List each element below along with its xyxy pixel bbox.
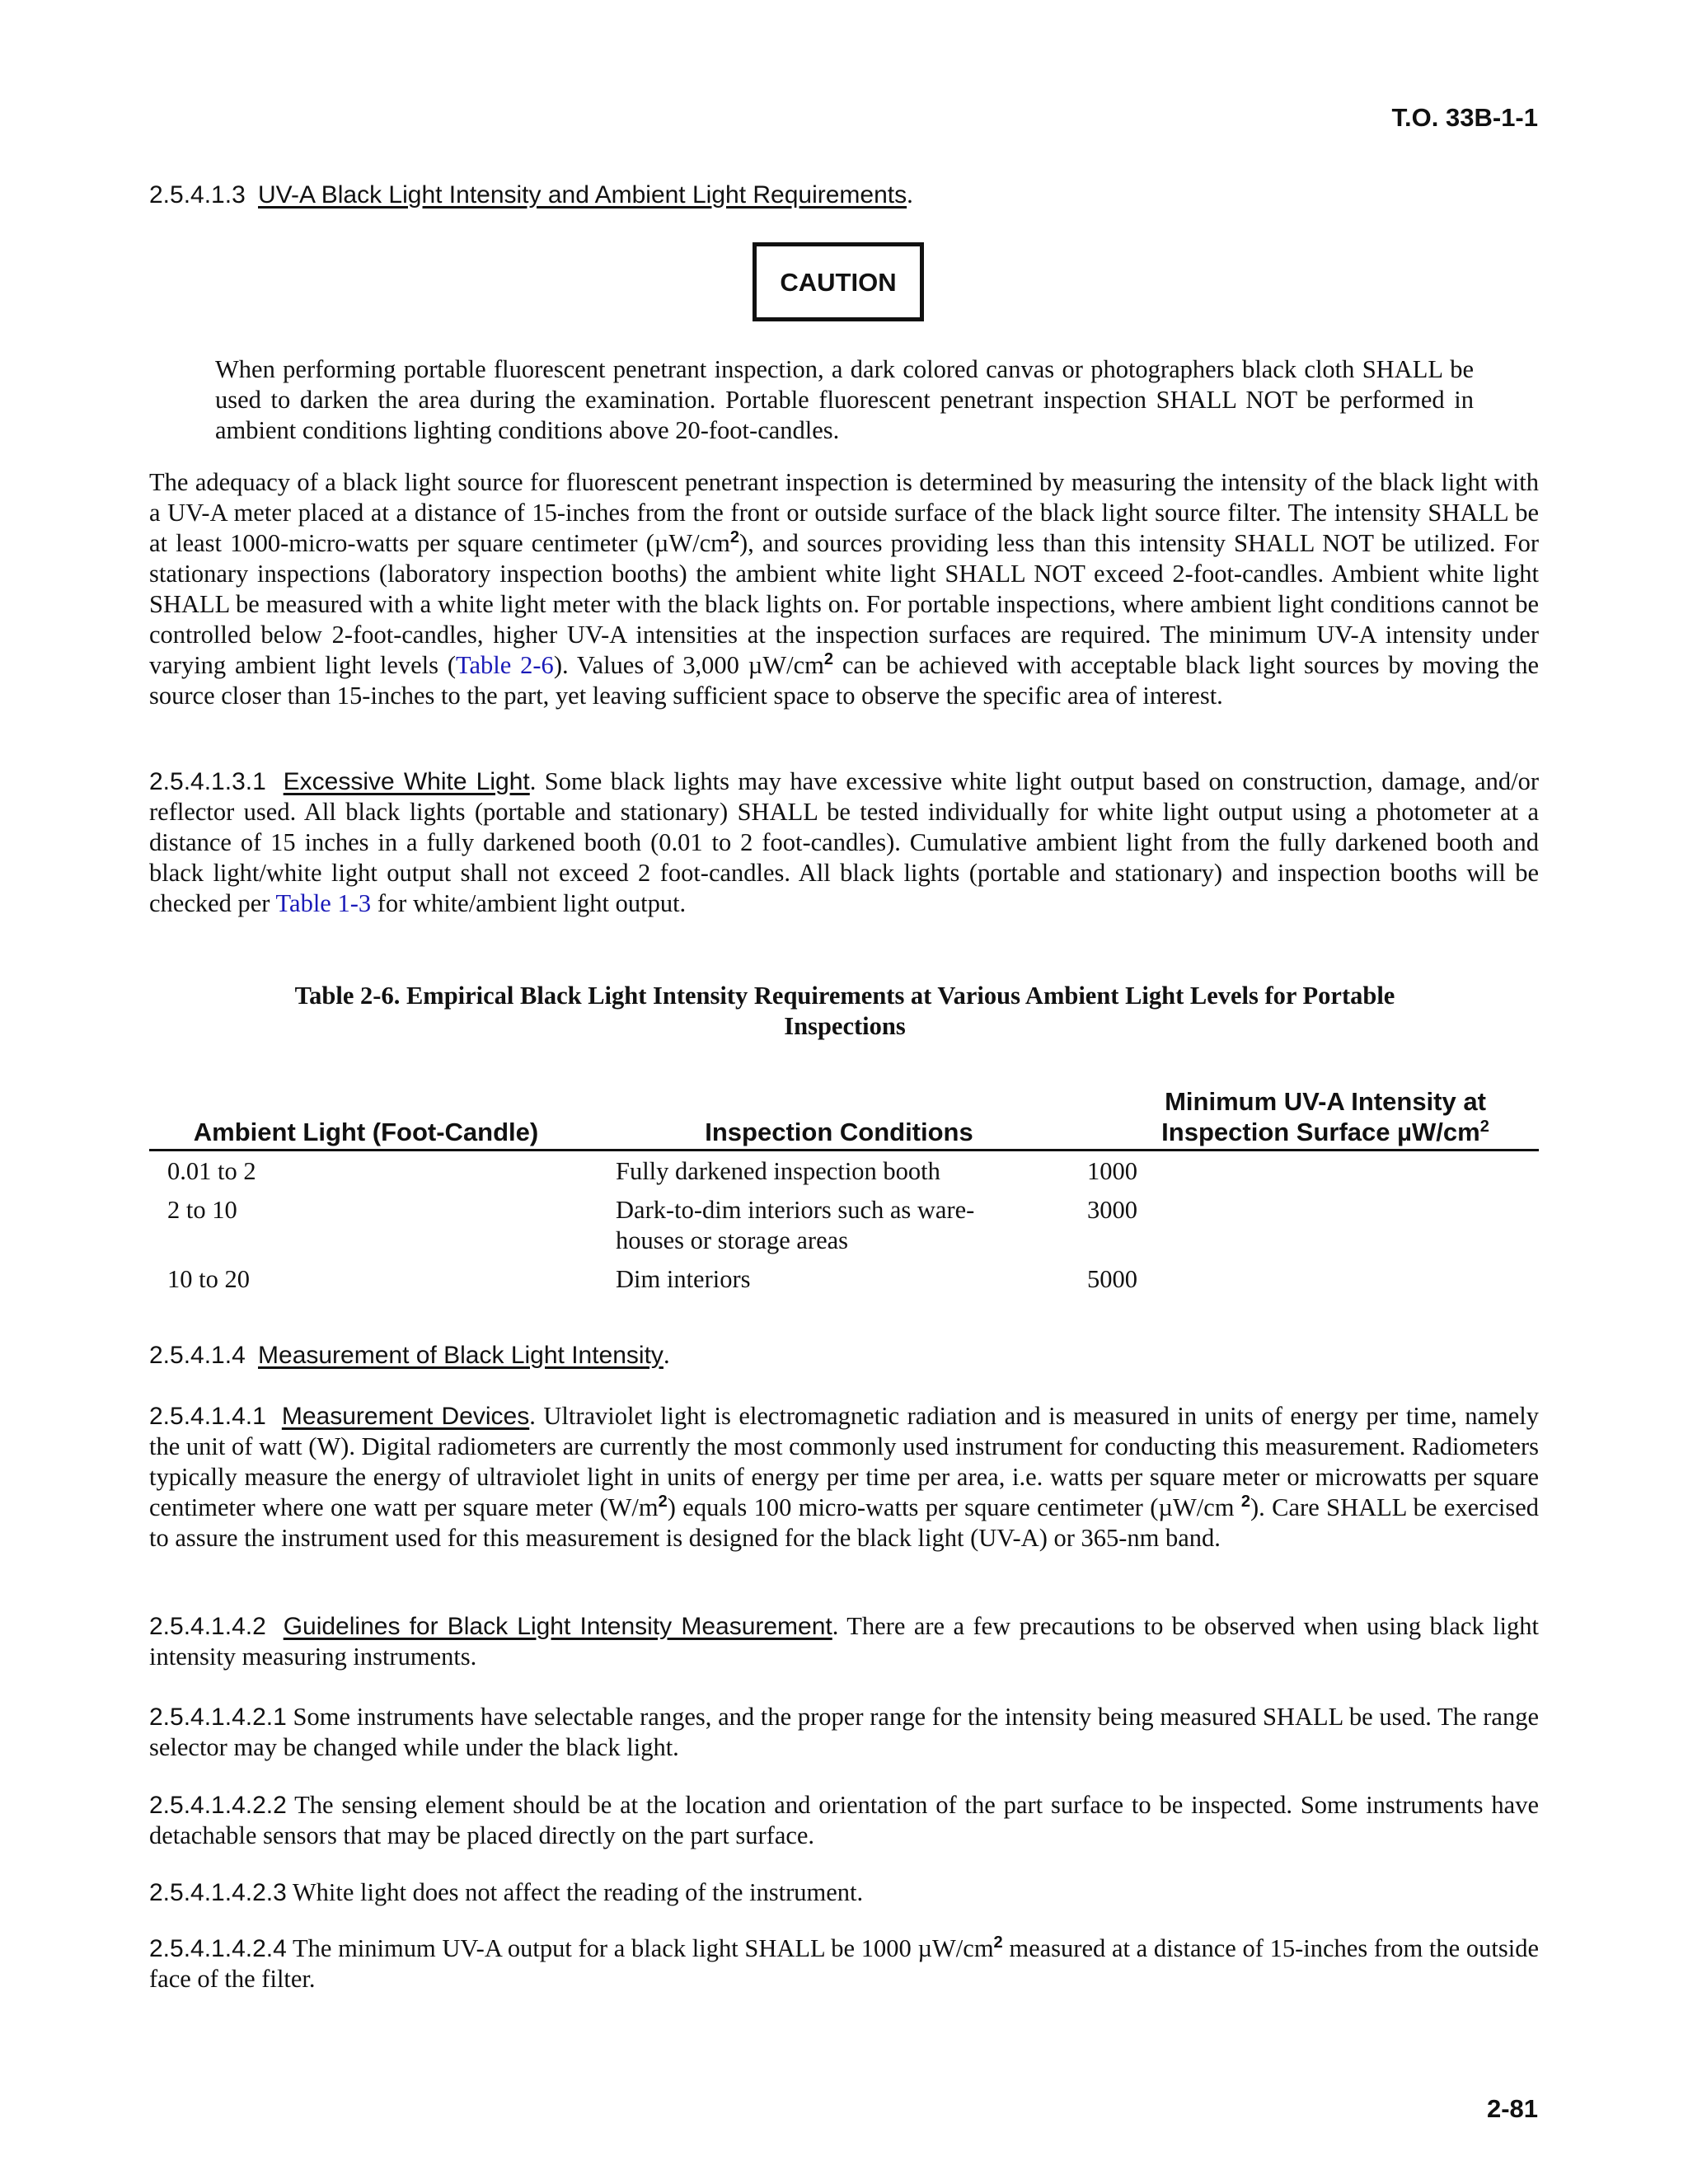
superscript: 2 bbox=[1479, 1118, 1489, 1136]
text-run: ). Values of 3,000 µW/cm bbox=[553, 651, 824, 679]
table-2-6-link[interactable]: Table 2-6 bbox=[456, 651, 554, 679]
table-header-row bbox=[149, 1086, 1539, 1151]
header-line-1: Minimum UV-A Intensity at bbox=[1165, 1087, 1486, 1116]
cell-conditions: Dark-to-dim interiors such as ware-houses or storage areas bbox=[616, 1196, 975, 1254]
section-2-5-4-1-4-2-3 bbox=[149, 1877, 1539, 1908]
heading-period: . bbox=[907, 180, 913, 209]
cell-conditions: Fully darkened inspection booth bbox=[616, 1157, 940, 1185]
header-line-2: Inspection Surface µW/cm bbox=[1161, 1118, 1480, 1146]
table-row bbox=[149, 1151, 1539, 1191]
section-heading-2-5-4-1-3 bbox=[149, 180, 1539, 210]
text-run: The sensing element should be at the location and orientation of the part surface to be inspected. Some instruments have detachable sensors that may be placed directly on the part surface. bbox=[149, 1791, 1539, 1849]
text-run: ). Care SHALL be exercised to assure the instrument used for this measurement is designed for the black light (UV-A) or 365-nm band. bbox=[149, 1493, 1539, 1552]
text-run: The minimum UV-A output for a black light SHALL be 1000 µW/cm bbox=[286, 1934, 994, 1962]
text-run: can be achieved with acceptable black light sources by moving the source closer than 15-inches to the part, yet leaving sufficient space to observe the specific area of interest. bbox=[149, 651, 1540, 710]
ambient-light-table bbox=[149, 1086, 1539, 1298]
section-2-5-4-1-4-1 bbox=[149, 1401, 1539, 1554]
section-2-5-4-1-4-2 bbox=[149, 1611, 1539, 1672]
text-run: . Ultraviolet light is electromagnetic radiation and is measured in units of energy per time, namely the unit of watt (W). Digital radiometers are currently the most commonly used instrument for conducting this measurement. Radiometers typically measure the energy of ultraviolet light in units of energy per time per area, i.e. watts per square meter or microwatts per square centimeter where one watt per square meter (W/m bbox=[149, 1402, 1540, 1521]
section-2-5-4-1-4-2-2 bbox=[149, 1790, 1539, 1851]
text-run: for white/ambient light output. bbox=[371, 889, 687, 917]
section-number: 2.5.4.1.4 bbox=[149, 1342, 246, 1369]
text-run: ) equals 100 micro-watts per square centimeter (µW/cm bbox=[667, 1493, 1241, 1521]
section-title: Measurement Devices bbox=[281, 1403, 530, 1430]
table-row bbox=[149, 1190, 1539, 1259]
section-number: 2.5.4.1.4.2.2 bbox=[149, 1792, 287, 1819]
section-number: 2.5.4.1.3.1 bbox=[149, 768, 266, 795]
cell-ambient: 0.01 to 2 bbox=[167, 1157, 256, 1185]
section-title: Measurement of Black Light Intensity bbox=[258, 1342, 663, 1369]
caution-paragraph: When performing portable fluorescent penetrant inspection, a dark colored canvas or photographers black cloth SHALL be used to darken the area during the examination. Portable fluorescent penetrant inspection SHALL NOT be performed in ambient conditions lighting conditions above 20-foot-candles. bbox=[215, 355, 1474, 444]
heading-period: . bbox=[663, 1341, 670, 1369]
header-inspection-conditions: Inspection Conditions bbox=[616, 1086, 1087, 1151]
table-title-line-1: Table 2-6. Empirical Black Light Intensity Requirements at Various Ambient Light Levels for Portable bbox=[294, 982, 1395, 1010]
superscript: 2 bbox=[1240, 1493, 1250, 1511]
cell-intensity: 1000 bbox=[1087, 1157, 1137, 1185]
text-run: Some instruments have selectable ranges, and the proper range for the intensity being measured SHALL be used. The range selector may be changed while under the black light. bbox=[149, 1703, 1539, 1761]
section-title: Excessive White Light bbox=[283, 768, 530, 795]
section-heading-2-5-4-1-4 bbox=[149, 1340, 1539, 1371]
text-run: White light does not affect the reading of the instrument. bbox=[286, 1878, 864, 1906]
cell-conditions: Dim interiors bbox=[616, 1265, 751, 1293]
table-title bbox=[198, 981, 1492, 1042]
section-number: 2.5.4.1.4.1 bbox=[149, 1403, 266, 1430]
caution-text bbox=[215, 354, 1474, 446]
header-ambient-light: Ambient Light (Foot-Candle) bbox=[149, 1086, 616, 1151]
superscript: 2 bbox=[993, 1933, 1003, 1952]
page-number: 2-81 bbox=[1486, 2094, 1538, 2123]
cell-ambient: 2 to 10 bbox=[167, 1196, 237, 1224]
cell-intensity: 5000 bbox=[1087, 1265, 1137, 1293]
paragraph-black-light-adequacy bbox=[149, 467, 1539, 711]
section-number: 2.5.4.1.4.2.1 bbox=[149, 1704, 287, 1731]
cell-intensity: 3000 bbox=[1087, 1196, 1137, 1224]
section-2-5-4-1-3-1 bbox=[149, 766, 1539, 919]
section-title: UV-A Black Light Intensity and Ambient Light Requirements bbox=[258, 181, 907, 209]
superscript: 2 bbox=[658, 1493, 668, 1511]
section-number: 2.5.4.1.4.2.4 bbox=[149, 1935, 287, 1962]
section-title: Guidelines for Black Light Intensity Measurement bbox=[283, 1613, 832, 1640]
table-title-line-2: Inspections bbox=[784, 1012, 906, 1040]
document-number: T.O. 33B-1-1 bbox=[1391, 103, 1538, 132]
table-1-3-link[interactable]: Table 1-3 bbox=[275, 889, 372, 917]
header-minimum-uva-intensity bbox=[1087, 1086, 1539, 1151]
section-number: 2.5.4.1.4.2.3 bbox=[149, 1879, 287, 1906]
text-run: . There are a few precautions to be observed when using black light intensity measuring instruments. bbox=[149, 1612, 1540, 1671]
text-run: ), and sources providing less than this intensity SHALL NOT be utilized. For stationary inspections (laboratory inspection booths) the ambient white light SHALL NOT exceed 2-foot-candles. Ambient white light SHALL be measured with a white light meter with the black lights on. For portable inspections, where ambient light conditions cannot be controlled below 2-foot-candles, higher UV-A intensities at the inspection surfaces are required. The minimum UV-A intensity under varying ambient light levels ( bbox=[149, 529, 1539, 679]
section-2-5-4-1-4-2-4 bbox=[149, 1933, 1539, 1994]
text-run: measured at a distance of 15-inches from the outside face of the filter. bbox=[149, 1934, 1539, 1993]
caution-label: CAUTION bbox=[780, 267, 897, 297]
superscript: 2 bbox=[729, 528, 739, 546]
section-2-5-4-1-4-2-1 bbox=[149, 1702, 1539, 1763]
section-number: 2.5.4.1.3 bbox=[149, 181, 246, 209]
caution-box bbox=[753, 242, 924, 321]
table-row bbox=[149, 1259, 1539, 1298]
section-number: 2.5.4.1.4.2 bbox=[149, 1613, 266, 1640]
text-run: . Some black lights may have excessive white light output based on construction, damage, and/or reflector used. All black lights (portable and stationary) SHALL be tested individually for white light output using a photometer at a distance of 15 inches in a fully darkened booth (0.01 to 2 foot-candles). Cumulative ambient light from the fully darkened booth and black light/white light output shall not exceed 2 foot-candles. All black lights (portable and stationary) and inspection booths will be checked per bbox=[149, 767, 1540, 917]
text-run: The adequacy of a black light source for fluorescent penetrant inspection is determined by measuring the intensity of the black light with a UV-A meter placed at a distance of 15-inches from the front or outside surface of the black light source filter. The intensity SHALL be at least 1000-micro-watts per square centimeter (µW/cm bbox=[149, 468, 1539, 557]
cell-ambient: 10 to 20 bbox=[167, 1265, 250, 1293]
superscript: 2 bbox=[823, 650, 833, 668]
